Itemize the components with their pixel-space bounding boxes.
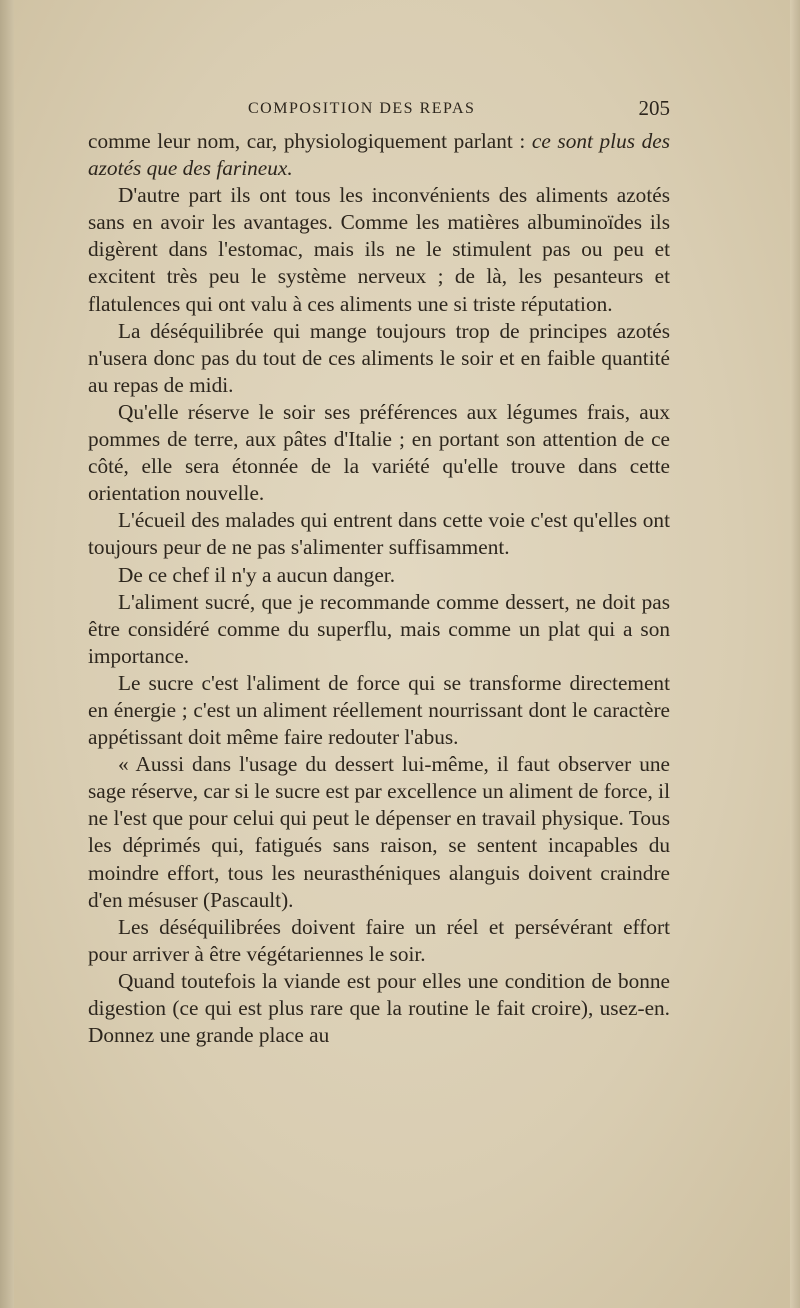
paragraph-4: Qu'elle réserve le soir ses préférences aux légumes frais, aux pommes de terre, aux pâtes d'Italie ; en portant son attention de ce côté, elle sera étonnée de la variété qu'elle trouve dans cette orientation nouvelle. — [88, 399, 670, 506]
paragraph-1-italic: ce sont plus des azotés que des farineux. — [88, 129, 670, 181]
paragraph-8: Le sucre c'est l'aliment de force qui se transforme directement en énergie ; c'est un aliment réellement nourrissant dont le caractère appétissant doit même faire redouter l'abus. — [88, 670, 670, 750]
paragraph-9: « Aussi dans l'usage du dessert lui-même, il faut observer une sage réserve, car si le sucre est par excellence un aliment de force, il ne l'est que pour celui qui peut le dépenser en travail physique. Tous les déprimés qui, fatigués sans raison, se sentent incapables du moindre effort, tous les neurasthéniques alanguis doivent craindre d'en mésuser (Pascault). — [88, 752, 670, 912]
paragraph-7: L'aliment sucré, que je recommande comme dessert, ne doit pas être considéré comme du superflu, mais comme un plat qui a son importance. — [88, 589, 670, 668]
running-head: COMPOSITION DES REPAS — [248, 100, 476, 117]
paragraph-3: La déséquilibrée qui mange toujours trop de principes azotés n'usera donc pas du tout de ces aliments le soir et en faible quantité au repas de midi. — [88, 318, 670, 397]
paragraph-1-text: comme leur nom, car, physiologiquement parlant : — [88, 129, 532, 153]
paragraph-6: De ce chef il n'y a aucun danger. — [118, 562, 396, 587]
paragraph-5: L'écueil des malades qui entrent dans cette voie c'est qu'elles ont toujours peur de ne pas s'alimenter suffisamment. — [88, 508, 670, 560]
paragraph-1 — [88, 128, 670, 182]
page-edge-right — [790, 0, 800, 1308]
page-number: 205 — [638, 96, 670, 120]
paragraph-2: D'autre part ils ont tous les inconvénients des aliments azotés sans en avoir les avantages. Comme les matières albuminoïdes ils digèrent dans l'estomac, mais ils ne le stimulent pas ou peu et excitent très peu le système nerveux ; de là, les pesanteurs et flatulences qui ont valu à ces aliments une si triste réputation. — [88, 183, 670, 316]
page-header — [88, 96, 670, 124]
paragraph-11: Quand toutefois la viande est pour elles une condition de bonne digestion (ce qui est plus rare que la routine le fait croire), usez-en. Donnez une grande place au — [88, 968, 670, 1048]
page-edge-left — [0, 0, 14, 1308]
paragraph-10: Les déséquilibrées doivent faire un réel et persévérant effort pour arriver à être végétariennes le soir. — [88, 914, 670, 966]
body-text — [88, 128, 670, 1049]
